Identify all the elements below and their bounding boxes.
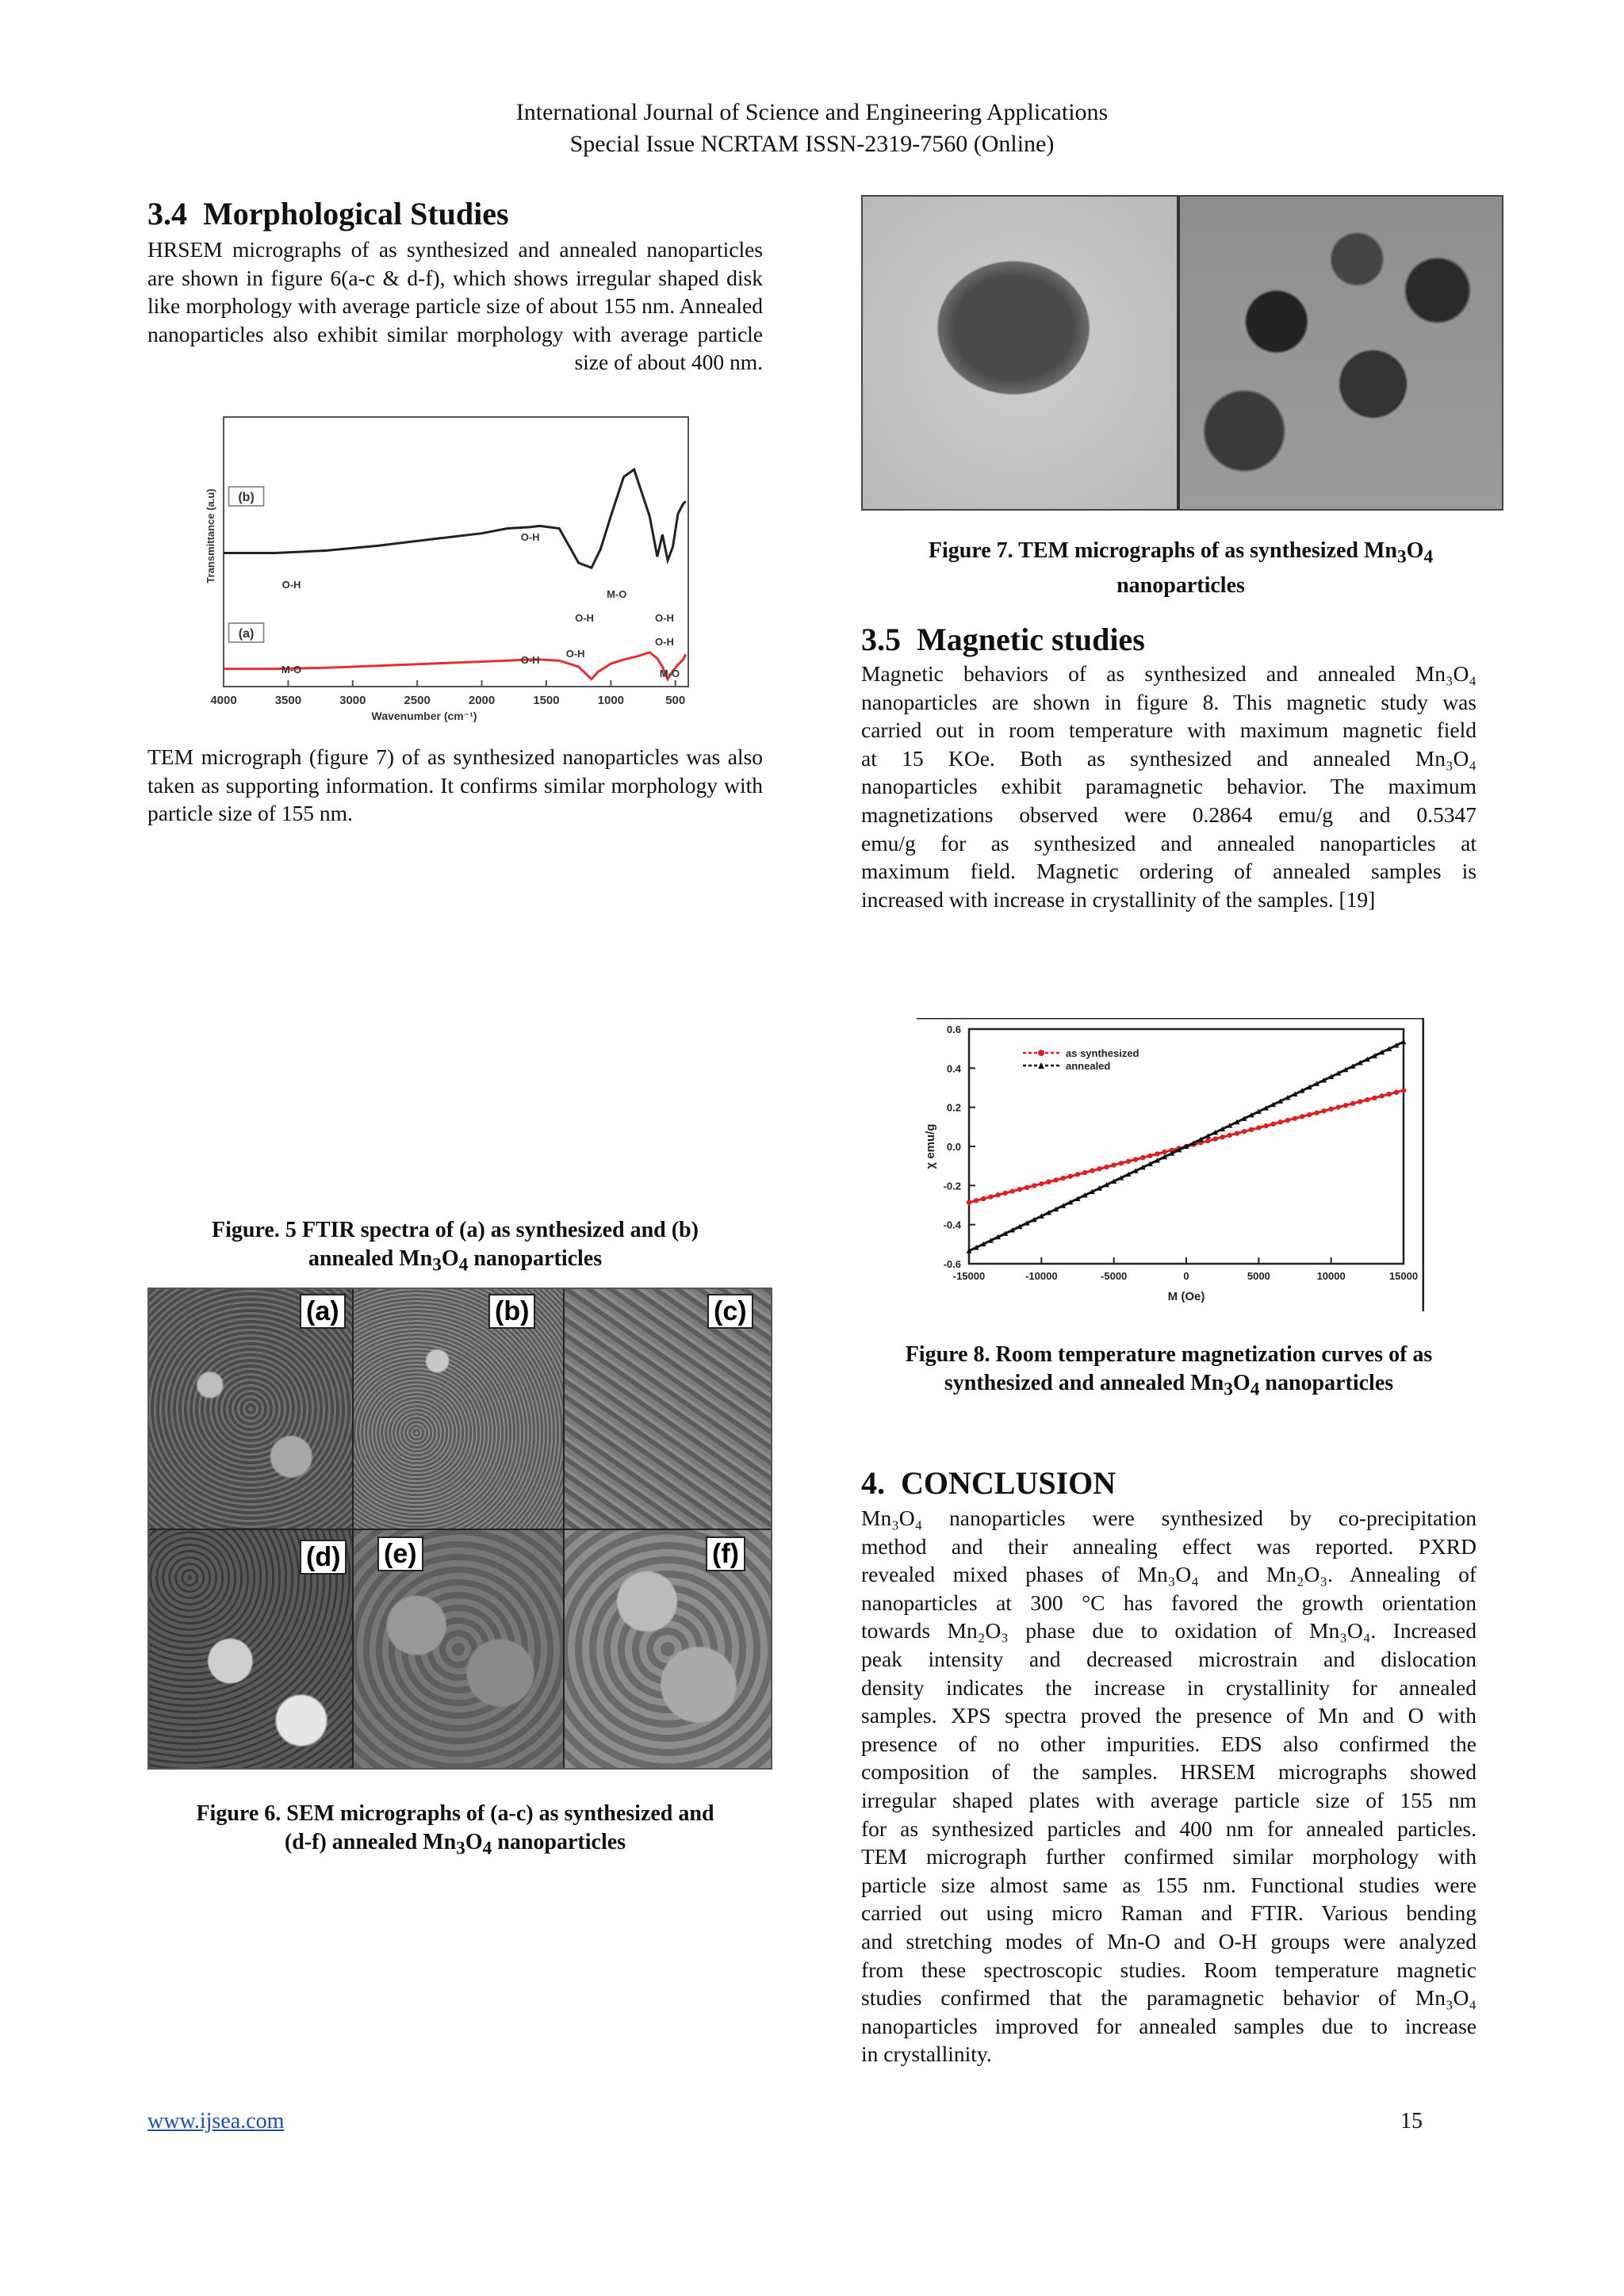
- x-tick-label: 3500: [274, 694, 302, 707]
- figure-6-caption-line-1: Figure 6. SEM micrographs of (a-c) as synthesized and: [196, 1801, 714, 1826]
- as-synthesized-point: [1068, 1173, 1073, 1178]
- as-synthesized-point: [1104, 1165, 1109, 1169]
- as-synthesized-point: [1133, 1157, 1138, 1161]
- as-synthesized-point: [1002, 1191, 1007, 1196]
- figure-5-caption: [147, 1216, 763, 1280]
- figure-6-caption-line-2: (d-f) annealed $Mn_3O_4$ nanoparticles: [284, 1830, 626, 1859]
- section-number: 4.: [861, 1465, 885, 1501]
- conclusion-text-line: for as synthesized particles and 400 nm for annealed particles.: [861, 1816, 1477, 1841]
- as-synthesized-point: [974, 1198, 979, 1203]
- series-label: (a): [238, 627, 255, 641]
- x-tick-label: 500: [665, 694, 686, 707]
- y-tick-label: 0.2: [946, 1101, 961, 1114]
- band-annotation: O-H: [655, 612, 674, 624]
- as-synthesized-point: [995, 1192, 1000, 1197]
- as-synthesized-point: [1126, 1159, 1131, 1164]
- conclusion-text-line: method and their annealing effect was reported. PXRD: [861, 1533, 1477, 1559]
- conclusion-text-line: and stretching modes of Mn-O and O-H groups were analyzed: [861, 1928, 1477, 1954]
- as-synthesized-point: [1140, 1155, 1145, 1160]
- conclusion-text-line: nanoparticles improved for annealed samples due to increase: [861, 2013, 1477, 2038]
- as-synthesized-point: [1350, 1101, 1355, 1106]
- conclusion-text-line: towards Mn₂O₃ phase due to oxidation of Mn₃O₄. Increased: [861, 1618, 1477, 1644]
- figure-7-caption-line-1: Figure 7. TEM micrographs of as synthesized $Mn_3O_4$: [928, 538, 1434, 568]
- as-synthesized-point: [1147, 1154, 1152, 1158]
- conclusion-text-line: nanoparticles at 300 °C has favored the growth orientation: [861, 1590, 1477, 1615]
- sem-image-e: [354, 1530, 563, 1768]
- as-synthesized-point: [1379, 1093, 1384, 1098]
- as-synthesized-point: [1235, 1131, 1239, 1135]
- section-3-4-paragraph-1: HRSEM micrographs of as synthesized and annealed nanoparticles are shown in figure 6(a-c & d-f), which shows irregular shaped disk like morphology with average particle size of about 155 nm. Annealed nanoparticles also exhibit similar morphology with average particle size of about 400 nm.: [147, 237, 763, 375]
- x-tick-label: 15000: [1388, 1270, 1419, 1282]
- sem-label-f: (f): [706, 1536, 745, 1571]
- section-number: 3.4: [147, 196, 187, 232]
- as-synthesized-point: [1025, 1185, 1029, 1190]
- x-tick-label: 2000: [468, 694, 496, 707]
- x-tick-label: -5000: [1101, 1270, 1128, 1282]
- sem-label-c: (c): [707, 1294, 753, 1329]
- as-synthesized-point: [1017, 1187, 1022, 1192]
- as-synthesized-point: [1394, 1090, 1399, 1095]
- conclusion-text-line: composition of the samples. HRSEM micrographs showed: [861, 1759, 1477, 1785]
- as-synthesized-point: [1285, 1118, 1290, 1123]
- as-synthesized-point: [1328, 1107, 1333, 1112]
- y-axis-label: χ emu/g: [924, 1123, 937, 1169]
- band-annotation: O-H: [655, 636, 674, 648]
- magnetic-text-line: emu/g for as synthesized and annealed nanoparticles at: [861, 830, 1477, 855]
- figure-5-caption-line-2: annealed $Mn_3O_4$ nanoparticles: [308, 1246, 603, 1276]
- as-synthesized-point: [1278, 1119, 1283, 1124]
- tem-image-right: [1180, 197, 1502, 509]
- band-annotation: O-H: [520, 654, 540, 666]
- x-tick-label: 1000: [597, 694, 625, 707]
- journal-website-link[interactable]: www.ijsea.com: [147, 2109, 285, 2133]
- as-synthesized-point: [1343, 1103, 1348, 1108]
- figure-6-sem-grid: [147, 1288, 772, 1770]
- figure-8-caption: [861, 1341, 1477, 1404]
- as-synthesized-point: [1220, 1135, 1224, 1139]
- y-tick-label: 0.6: [946, 1024, 961, 1035]
- figure-7-caption-line-2: nanoparticles: [1116, 572, 1245, 598]
- figure-8-caption-line-1: Figure 8. Room temperature magnetization curves of as: [905, 1342, 1433, 1367]
- x-tick-label: 0: [1183, 1270, 1189, 1282]
- legend-label: as synthesized: [1066, 1047, 1139, 1059]
- x-tick-label: 4000: [210, 694, 237, 707]
- sem-label-d: (d): [300, 1540, 347, 1575]
- magnetic-text-line: nanoparticles exhibit paramagnetic behavior. The maximum: [861, 774, 1477, 799]
- x-tick-label: 5000: [1247, 1270, 1270, 1282]
- y-tick-label: -0.6: [943, 1258, 961, 1270]
- as-synthesized-point: [1321, 1108, 1326, 1113]
- as-synthesized-point: [1111, 1162, 1116, 1167]
- x-tick-label: 1500: [533, 694, 560, 707]
- sem-image-a: [149, 1289, 352, 1529]
- as-synthesized-point: [988, 1194, 993, 1199]
- section-title: Magnetic studies: [917, 622, 1145, 657]
- as-synthesized-point: [1293, 1115, 1297, 1120]
- as-synthesized-point: [1228, 1133, 1232, 1138]
- as-synthesized-point: [1061, 1176, 1066, 1181]
- band-annotation: O-H: [520, 531, 540, 543]
- as-synthesized-point: [1372, 1096, 1377, 1100]
- section-3-4-heading: [147, 195, 509, 232]
- chart-background: [917, 1018, 1424, 1311]
- sem-label-a: (a): [300, 1294, 346, 1329]
- conclusion-text-line: studies confirmed that the paramagnetic behavior of Mn₃O₄: [861, 1985, 1477, 2011]
- as-synthesized-point: [1249, 1127, 1254, 1132]
- sem-image-c: [565, 1289, 771, 1529]
- conclusion-text-line: irregular shaped plates with average particle size of 155 nm: [861, 1787, 1477, 1812]
- conclusion-text-line: carried out using micro Raman and FTIR. Various bending: [861, 1900, 1477, 1926]
- as-synthesized-point: [967, 1200, 971, 1204]
- as-synthesized-point: [1336, 1104, 1341, 1109]
- conclusion-text-line: revealed mixed phases of Mn₃O₄ and Mn₂O₃. Annealing of: [861, 1562, 1477, 1587]
- as-synthesized-point: [1075, 1172, 1080, 1177]
- x-tick-label: 2500: [404, 694, 431, 707]
- conclusion-text-line: TEM micrograph further confirmed similar morphology with: [861, 1844, 1477, 1869]
- section-number: 3.5: [861, 622, 901, 657]
- x-axis-label: M (Oe): [1167, 1290, 1205, 1303]
- y-tick-label: 0.0: [946, 1141, 961, 1153]
- section-title: Morphological Studies: [203, 196, 509, 232]
- band-annotation: M-O: [281, 664, 302, 675]
- ftir-svg: [203, 408, 695, 725]
- x-tick-label: 3000: [339, 694, 366, 707]
- conclusion-text-line: from these spectroscopic studies. Room temperature magnetic: [861, 1957, 1477, 1982]
- conclusion-paragraph: [861, 1504, 1477, 2068]
- as-synthesized-point: [1082, 1170, 1087, 1175]
- as-synthesized-point: [981, 1196, 986, 1201]
- as-synthesized-point: [1401, 1088, 1406, 1093]
- x-tick-label: 10000: [1316, 1270, 1346, 1282]
- conclusion-text-line: peak intensity and decreased microstrain and dislocation: [861, 1646, 1477, 1671]
- as-synthesized-point: [1155, 1151, 1159, 1156]
- sem-label-b: (b): [488, 1294, 535, 1329]
- magnetic-text-line: increased with increase in crystallinity of the samples. [19]: [861, 886, 1376, 912]
- journal-issue: Special Issue NCRTAM ISSN-2319-7560 (Online): [569, 131, 1055, 157]
- conclusion-text-line: density indicates the increase in crystallinity for annealed: [861, 1674, 1477, 1700]
- as-synthesized-point: [1097, 1166, 1101, 1171]
- journal-title: International Journal of Science and Engineering Applications: [515, 99, 1109, 125]
- figure-5-caption-line-1: Figure. 5 FTIR spectra of (a) as synthesized and (b): [212, 1218, 699, 1242]
- section-title: CONCLUSION: [901, 1465, 1116, 1501]
- as-synthesized-point: [1119, 1161, 1124, 1165]
- as-synthesized-point: [1205, 1138, 1210, 1143]
- magnetic-text-line: Magnetic behaviors of as synthesized and annealed Mn₃O₄: [861, 661, 1477, 686]
- magnetic-text-line: magnetizations observed were 0.2864 emu/g and 0.5347: [861, 802, 1477, 827]
- sem-label-e: (e): [377, 1536, 423, 1571]
- figure-7-caption: [861, 537, 1500, 600]
- sem-image-f: [565, 1530, 771, 1768]
- conclusion-text-line: samples. XPS spectra proved the presence of Mn and O with: [861, 1703, 1477, 1728]
- section-3-5-heading: [861, 621, 1145, 658]
- magnetic-text-line: at 15 KOe. Both as synthesized and annealed Mn₃O₄: [861, 745, 1477, 771]
- as-synthesized-point: [1090, 1168, 1094, 1173]
- section-3-4-paragraph-2: TEM micrograph (figure 7) of as synthesized nanoparticles was also taken as supporting information. It confirms similar morphology with particle size of 155 nm.: [147, 744, 763, 826]
- figure-5-ftir-chart: [203, 408, 695, 725]
- band-annotation: M-O: [607, 588, 627, 600]
- as-synthesized-point: [1387, 1092, 1392, 1096]
- conclusion-text-line: presence of no other impurities. EDS also confirmed the: [861, 1731, 1477, 1756]
- section-3-5-paragraph: [861, 660, 1477, 913]
- legend-marker: [1038, 1050, 1044, 1056]
- magnetic-text-line: nanoparticles are shown in figure 8. This magnetic study was: [861, 689, 1477, 714]
- as-synthesized-point: [1300, 1114, 1304, 1119]
- page-number: 15: [1400, 2109, 1423, 2133]
- figure-6-caption: [147, 1800, 763, 1863]
- y-axis-label: Transmittance (a.u): [205, 488, 216, 584]
- x-tick-label: -10000: [1025, 1270, 1058, 1282]
- conclusion-text-line: in crystallinity.: [861, 2042, 992, 2067]
- figure-7-tem-images: [861, 195, 1503, 511]
- as-synthesized-point: [1053, 1177, 1058, 1182]
- band-annotation: O-H: [282, 579, 301, 591]
- band-annotation: M-O: [659, 668, 680, 679]
- as-synthesized-point: [1263, 1123, 1268, 1128]
- conclusion-text-line: Mn₃O₄ nanoparticles were synthesized by co-precipitation: [861, 1506, 1477, 1530]
- y-tick-label: -0.4: [943, 1219, 961, 1231]
- band-annotation: O-H: [575, 612, 594, 624]
- as-synthesized-point: [1365, 1097, 1369, 1102]
- y-tick-label: 0.4: [946, 1062, 961, 1075]
- x-tick-label: -15000: [952, 1270, 986, 1282]
- as-synthesized-point: [1046, 1180, 1051, 1184]
- section-4-heading: [861, 1464, 1116, 1502]
- as-synthesized-point: [1358, 1099, 1362, 1104]
- tem-image-left: [863, 197, 1177, 509]
- figure-8-magnetization-chart: [917, 1018, 1424, 1311]
- as-synthesized-point: [1032, 1183, 1036, 1188]
- as-synthesized-point: [1256, 1125, 1261, 1130]
- ftir-series-line: [224, 469, 686, 568]
- as-synthesized-point: [1162, 1150, 1166, 1154]
- y-tick-label: -0.2: [943, 1180, 961, 1192]
- figure-8-caption-line-2: synthesized and annealed $Mn_3O_4$ nanoparticles: [944, 1371, 1394, 1400]
- sem-image-d: [149, 1530, 352, 1768]
- as-synthesized-point: [1039, 1181, 1044, 1186]
- magnetization-svg: [917, 1018, 1424, 1311]
- as-synthesized-point: [1010, 1188, 1015, 1193]
- as-synthesized-point: [1242, 1129, 1247, 1134]
- as-synthesized-point: [1212, 1136, 1217, 1141]
- as-synthesized-point: [1314, 1110, 1319, 1115]
- legend-label: annealed: [1066, 1060, 1111, 1072]
- magnetic-text-line: carried out in room temperature with maximum magnetic field: [861, 718, 1477, 743]
- band-annotation: O-H: [565, 648, 585, 660]
- as-synthesized-point: [1307, 1112, 1312, 1117]
- x-axis-label: Wavenumber (cm⁻¹): [371, 710, 477, 722]
- as-synthesized-point: [1270, 1122, 1275, 1127]
- series-label: (b): [238, 491, 255, 504]
- sem-image-b: [354, 1289, 563, 1529]
- conclusion-text-line: particle size almost same as 155 nm. Functional studies were: [861, 1872, 1477, 1897]
- magnetic-text-line: maximum field. Magnetic ordering of annealed samples is: [861, 859, 1477, 884]
